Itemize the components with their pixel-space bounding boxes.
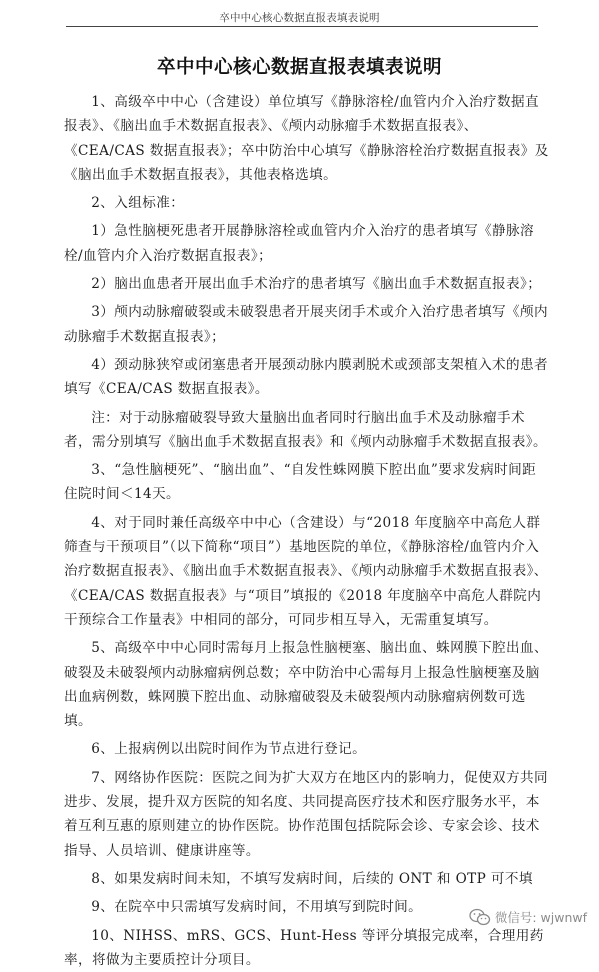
watermark bbox=[469, 908, 587, 926]
watermark-text: 微信号: wjwnwf bbox=[495, 908, 587, 926]
paragraph-3: 3、“急性脑梗死”、“脑出血”、“自发性蛛网膜下腔出血”要求发病时间距住院时间＜14天。 bbox=[64, 458, 550, 507]
wechat-icon bbox=[469, 908, 491, 926]
paragraph-7: 7、网络协作医院：医院之间为扩大双方在地区内的影响力，促使双方共同进步、发展，提升双方医院的知名度、共同提高医疗技术和医疗服务水平，本着互利互惠的原则建立的协作医院。协作范围包括院际会诊、专家会诊、技术指导、人员培训、健康讲座等。 bbox=[64, 766, 550, 863]
paragraph-9: 9、在院卒中只需填写发病时间，不用填写到院时间。 bbox=[64, 895, 550, 919]
criteria-item-3: 3）颅内动脉瘤破裂或未破裂患者开展夹闭手术或介入治疗患者填写《颅内动脉瘤手术数据直报表》； bbox=[64, 300, 550, 349]
paragraph-10: 10、NIHSS、mRS、GCS、Hunt-Hess 等评分填报完成率，合理用药率，将做为主要质控计分项目。 bbox=[64, 924, 550, 972]
paragraph-5: 5、高级卒中中心同时需每月上报急性脑梗塞、脑出血、蛛网膜下腔出血、破裂及未破裂颅内动脉瘤病例总数；卒中防治中心需每月上报急性脑梗塞及脑出血病例数，蛛网膜下腔出血、动脉瘤破裂及未破裂颅内动脉瘤病例数可选填。 bbox=[64, 636, 550, 733]
paragraph-8: 8、如果发病时间未知，不填写发病时间，后续的 ONT 和 OTP 可不填 bbox=[64, 867, 550, 891]
document-body bbox=[64, 90, 550, 972]
paragraph-1: 1、高级卒中中心（含建设）单位填写《静脉溶栓/血管内介入治疗数据直报表》、《脑出血手术数据直报表》、《颅内动脉瘤手术数据直报表》、《CEA/CAS 数据直报表》；卒中防治中心填写《静脉溶栓治疗数据直报表》及《脑出血手术数据直报表》，其他表格选填。 bbox=[64, 90, 550, 187]
paragraph-2: 2、入组标准： bbox=[64, 191, 550, 215]
header-divider bbox=[66, 26, 538, 27]
paragraph-4: 4、对于同时兼任高级卒中中心（含建设）与“2018 年度脑卒中高危人群筛查与干预项目”（以下简称“项目”）基地医院的单位，《静脉溶栓/血管内介入治疗数据直报表》、《脑出血手术数据直报表》、《颅内动脉瘤手术数据直报表》、《CEA/CAS 数据直报表》与“项目”填报的《2018 年度脑卒中高危人群院内干预综合工作量表》中相同的部分，可同步相互导入，无需重复填写。 bbox=[64, 511, 550, 632]
running-header: 卒中中心核心数据直报表填表说明 bbox=[0, 10, 599, 25]
criteria-item-4: 4）颈动脉狭窄或闭塞患者开展颈动脉内膜剥脱术或颈部支架植入术的患者填写《CEA/CAS 数据直报表》。 bbox=[64, 353, 550, 402]
note-paragraph: 注：对于动脉瘤破裂导致大量脑出血者同时行脑出血手术及动脉瘤手术者，需分别填写《脑出血手术数据直报表》和《颅内动脉瘤手术数据直报表》。 bbox=[64, 406, 550, 455]
criteria-item-2: 2）脑出血患者开展出血手术治疗的患者填写《脑出血手术数据直报表》； bbox=[64, 272, 550, 296]
paragraph-6: 6、上报病例以出院时间作为节点进行登记。 bbox=[64, 737, 550, 761]
criteria-item-1: 1）急性脑梗死患者开展静脉溶栓或血管内介入治疗的患者填写《静脉溶栓/血管内介入治疗数据直报表》； bbox=[64, 219, 550, 268]
document-title: 卒中中心核心数据直报表填表说明 bbox=[0, 53, 599, 79]
